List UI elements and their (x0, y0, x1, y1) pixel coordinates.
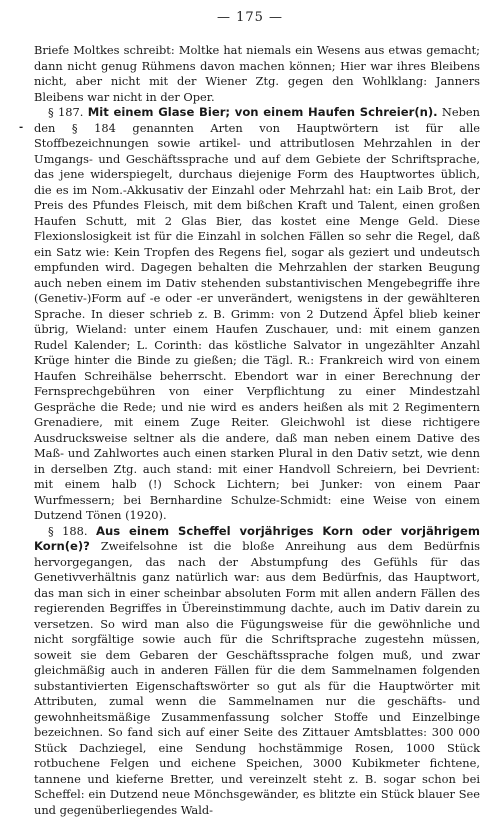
section-187-number: § 187. (48, 105, 84, 119)
section-187 (34, 105, 480, 524)
section-188-body: Zweifelsohne ist die bloße Anreihung aus dem Bedürfnis hervorgegangen, das nach der Abstumpfung des Gefühls für das Genetivverhältnis ganz natürlich war: aus dem Bedürfnis, das Hauptwort, das man sich in einer scheinbar absoluten Form mit allen andern Fällen des regierenden Begriffes in Übereinstimmung dachte, auch im Dativ darein zu versetzen. So wird man also die Fügungsweise für die gewöhnliche und nicht sorgfältige sowie auch für die Schriftsprache zugestehn müssen, soweit sie dem Gebaren der Geschäftssprache folgen muß, und zwar gleichmäßig auch in anderen Fällen für die dem Sammelnamen folgenden substantivierten Eigenschaftswörter so gut als für die Hauptwörter mit Attributen, zumal wenn die Sammelnamen nur die geschäfts- und gewohnheitsmäßige Zusammenfassung solcher Stoffe und Einzelbinge bezeichnen. So fand sich auf einer Seite des Zittauer Amtsblattes: 300 000 Stück Dachziegel, eine Sendung hochstämmige Rosen, 1000 Stück rotbuchene Felgen und eichene Speichen, 3000 Kubikmeter fichtene, tannene und kieferne Bretter, und vereinzelt steht z. B. sogar schon bei Scheffel: ein Dutzend neue Mönchsgewänder, es blitzte ein Stück blauer See und gegenüberliegendes Wald- (34, 539, 480, 817)
margin-mark: - (19, 122, 24, 133)
page-body (34, 43, 480, 818)
section-187-heading: Mit einem Glase Bier; von einem Haufen Schreier(n). (87, 105, 438, 119)
section-188 (34, 524, 480, 819)
paragraph-continuation: Briefe Moltkes schreibt: Moltke hat niemals ein Wesens aus etwas gemacht; dann nicht genug Rühmens davon machen können; Hier war ihres Bleibens nicht, aber nicht mit der Wiener Ztg. gegen den Wohlklang: Janners Bleibens war nicht in der Oper. (34, 43, 480, 104)
section-188-heading: Aus einem Scheffel vorjähriges Korn oder vorjährigem Korn(e)? (34, 523, 480, 553)
section-188-number: § 188. (48, 523, 88, 538)
section-187-body: Neben den § 184 genannten Arten von Hauptwörtern ist für alle Stoffbezeichnungen sowie artikel- und attributlosen Mehrzahlen in der Umgangs- und Geschäftssprache und auf dem Gebiete der Schriftsprache, das jene widerspiegelt, durchaus diejenige Form des Hauptwortes üblich, die es im Nom.-Akkusativ der Einzahl oder Mehrzahl hat: ein Laib Brot, der Preis des Pfundes Fleisch, mit dem bißchen Kraft und Talent, einen großen Haufen Schutt, mit 2 Glas Bier, das kostet eine Menge Geld. Diese Flexionslosigkeit ist für die Einzahl in solchen Fällen so sehr die Regel, daß ein Satz wie: Kein Tropfen des Regens fiel, sogar als geziert und undeutsch empfunden wird. Dagegen behalten die Mehrzahlen der starken Beugung auch neben einem im Dativ stehenden substantivischen Mengebegriffe ihre (Genetiv-)Form auf -e oder -er unverändert, wenigstens in der gewählteren Sprache. In dieser schrieb z. B. Grimm: von 2 Dutzend Äpfel blieb keiner übrig, Wieland: unter einem Haufen Zuschauer, und: mit einem ganzen Rudel Kalender; L. Corinth: das köstliche Salvator in ungezählter Anzahl Krüge hinter die Binde zu gießen; die Tägl. R.: Frankreich wird von einem Haufen Schreihälse beherrscht. Ebendort war in einer Berechnung der Fernsprechgebühren von einer Verpflichtung zu einer Mindestzahl Gespräche die Rede; und nie wird es anders heißen als mit 2 Regimentern Grenadiere, mit einem Zuge Reiter. Gleichwohl ist diese richtigere Ausdrucksweise seltner als die andere, daß man neben einem Dative des Maß- und Zahlwortes auch einen starken Plural in den Dativ setzt, wie denn in derselben Ztg. auch stand: mit einer Handvoll Schreiern, bei Devrient: mit einem halb (!) Schock Lichtern; bei Junker: von einem Paar Wurfmessern; bei Bernhardine Schulze-Schmidt: eine Weise von einem Dutzend Tönen (1920). (34, 105, 480, 522)
page-number: — 175 — (216, 10, 284, 25)
